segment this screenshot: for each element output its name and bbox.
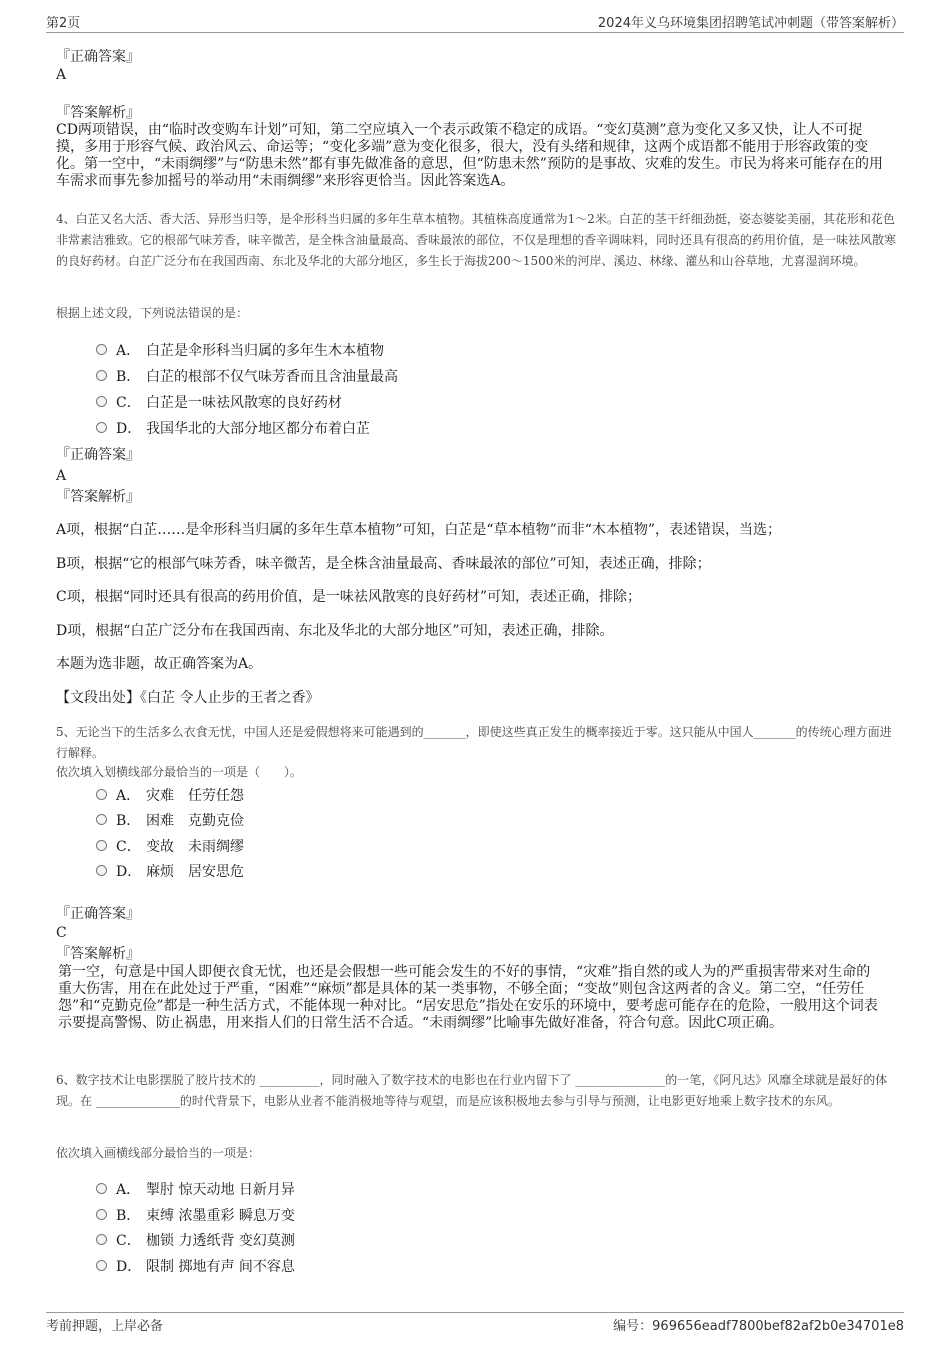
radio-icon[interactable]	[96, 1183, 107, 1194]
page-number: 第2页	[46, 16, 81, 31]
radio-icon[interactable]	[96, 865, 107, 876]
footer-divider	[46, 1312, 904, 1313]
q4-stem: 4、白芷又名大活、香大活、异形当归等，是伞形科当归属的多年生草本植物。其植株高度通常为1～2米。白芷的茎干纤细劲挺，姿态婆娑美丽，其花形和花色非常素洁雅致。它的根部气味芳香，味辛微苦，是全株含油量最高、香味最浓的部位，不仅是理想的香辛调味料，同时还具有很高的药用价值，是一味祛风散寒的良好药材。白芷广泛分布在我国西南、东北及华北的大部分地区，多生长于海拔200～1500米的河岸、溪边、林缘、灌丛和山谷草地，尤喜湿润环境。	[56, 212, 897, 268]
header-divider	[46, 32, 904, 33]
q5-option-d[interactable]: D． 麻烦 居安思危	[96, 862, 244, 882]
footer-slogan: 考前押题，上岸必备	[46, 1319, 164, 1334]
q4-analysis-label: 『答案解析』	[56, 489, 140, 505]
q4-answer-label: 『正确答案』	[56, 447, 140, 463]
radio-icon[interactable]	[96, 1209, 107, 1220]
q4-analysis-d: D项，根据“白芷广泛分布在我国西南、东北及华北的大部分地区”可知，表述正确，排除。	[56, 623, 614, 639]
q3-analysis-label: 『答案解析』	[56, 105, 140, 121]
q3-answer-label: 『正确答案』	[56, 49, 140, 65]
q5-analysis-label: 『答案解析』	[56, 946, 140, 962]
radio-icon[interactable]	[96, 814, 107, 825]
q6-option-a[interactable]: A． 掣肘 惊天动地 日新月异	[96, 1180, 295, 1200]
q4-analysis-c: C项，根据“同时还具有很高的药用价值，是一味祛风散寒的良好药材”可知，表述正确，排除；	[56, 589, 642, 605]
q3-answer: A	[56, 67, 67, 83]
radio-icon[interactable]	[96, 1234, 107, 1245]
radio-icon[interactable]	[96, 422, 107, 433]
q4-answer: A	[56, 468, 67, 484]
q6-option-c[interactable]: C． 枷锁 力透纸背 变幻莫测	[96, 1231, 295, 1251]
radio-icon[interactable]	[96, 840, 107, 851]
q4-analysis-a: A项，根据“白芷……是伞形科当归属的多年生草本植物”可知，白芷是“草本植物”而非“木本植物”，表述错误，当选；	[56, 522, 782, 538]
q5-answer-label: 『正确答案』	[56, 906, 140, 922]
q5-option-a[interactable]: A． 灾难 任劳任怨	[96, 786, 244, 806]
q3-analysis: CD两项错误，由“临时改变购车计划”可知，第二空应填入一个表示政策不稳定的成语。“变幻莫测”意为变化又多又快，让人不可捉摸，多用于形容气候、政治风云、命运等；“变化多端”意为变化很多，很大，没有头绪和规律，这两个成语都不能用于形容政策的变化。第一空中，“未雨绸缪”与“防患未然”都有事先做准备的意思，但“防患未然”预防的是事故、灾难的发生。市民为将来可能存在的用车需求而事先参加摇号的举动用“未雨绸缪”来形容更恰当。因此答案选A。	[56, 122, 883, 189]
radio-icon[interactable]	[96, 344, 107, 355]
q4-analysis-b: B项，根据“它的根部气味芳香，味辛微苦，是全株含油量最高、香味最浓的部位”可知，表述正确，排除；	[56, 556, 711, 572]
q5-answer: C	[56, 925, 67, 941]
q5-stem: 5、无论当下的生活多么衣食无忧，中国人还是爱假想将来可能遇到的_______，即使这些真正发生的概率接近于零。这只能从中国人_______的传统心理方面进行解释。	[56, 725, 892, 760]
q5-option-b[interactable]: B． 困难 克勤克俭	[96, 811, 244, 831]
radio-icon[interactable]	[96, 396, 107, 407]
q6-option-d[interactable]: D． 限制 掷地有声 间不容息	[96, 1257, 295, 1277]
q6-prompt: 依次填入画横线部分最恰当的一项是：	[56, 1146, 261, 1160]
q4-option-c[interactable]: C． 白芷是一味祛风散寒的良好药材	[96, 393, 342, 413]
radio-icon[interactable]	[96, 789, 107, 800]
q6-option-b[interactable]: B． 束缚 浓墨重彩 瞬息万变	[96, 1206, 295, 1226]
q6-stem: 6、数字技术让电影摆脱了胶片技术的 __________，同时融入了数字技术的电影也在行业内留下了 _______________的一笔，《阿凡达》风靡全球就是最好的体现。在 ______________的时代背景下，电影从业者不能消极地等待与观望，而是应该积极地去参与引导与预测，让电影更好地乘上数字技术的东风。	[56, 1073, 888, 1108]
radio-icon[interactable]	[96, 370, 107, 381]
q4-source: 【文段出处】《白芷 令人止步的王者之香》	[56, 690, 320, 706]
q5-prompt: 依次填入划横线部分最恰当的一项是（ ）。	[56, 765, 303, 779]
q4-option-a[interactable]: A． 白芷是伞形科当归属的多年生木本植物	[96, 341, 384, 361]
document-title: 2024年义乌环境集团招聘笔试冲刺题（带答案解析）	[597, 16, 904, 31]
q4-conclusion: 本题为选非题，故正确答案为A。	[56, 656, 263, 672]
radio-icon[interactable]	[96, 1260, 107, 1271]
q4-option-d[interactable]: D． 我国华北的大部分地区都分布着白芷	[96, 419, 370, 439]
q5-analysis: 第一空，句意是中国人即便衣食无忧，也还是会假想一些可能会发生的不好的事情，“灾难”指自然的或人为的严重损害带来对生命的重大伤害，用在在此处过于严重，“困难”“麻烦”都是具体的某一类事物，不够全面；“变故”则包含这两者的含义。第二空，“任劳任怨”和“克勤克俭”都是一种生活方式，不能体现一种对比。“居安思危”指处在安乐的环境中，要考虑可能存在的危险，一般用这个词表示要提高警惕、防止祸患，用来指人们的日常生活不合适。“未雨绸缪”比喻事先做好准备，符合句意。因此C项正确。	[58, 964, 878, 1031]
q4-prompt: 根据上述文段，下列说法错误的是：	[56, 306, 249, 320]
q5-option-c[interactable]: C． 变故 未雨绸缪	[96, 837, 244, 857]
q4-option-b[interactable]: B． 白芷的根部不仅气味芳香而且含油量最高	[96, 367, 398, 387]
document-code: 编号：969656eadf7800bef82af2b0e34701e8	[613, 1319, 904, 1334]
